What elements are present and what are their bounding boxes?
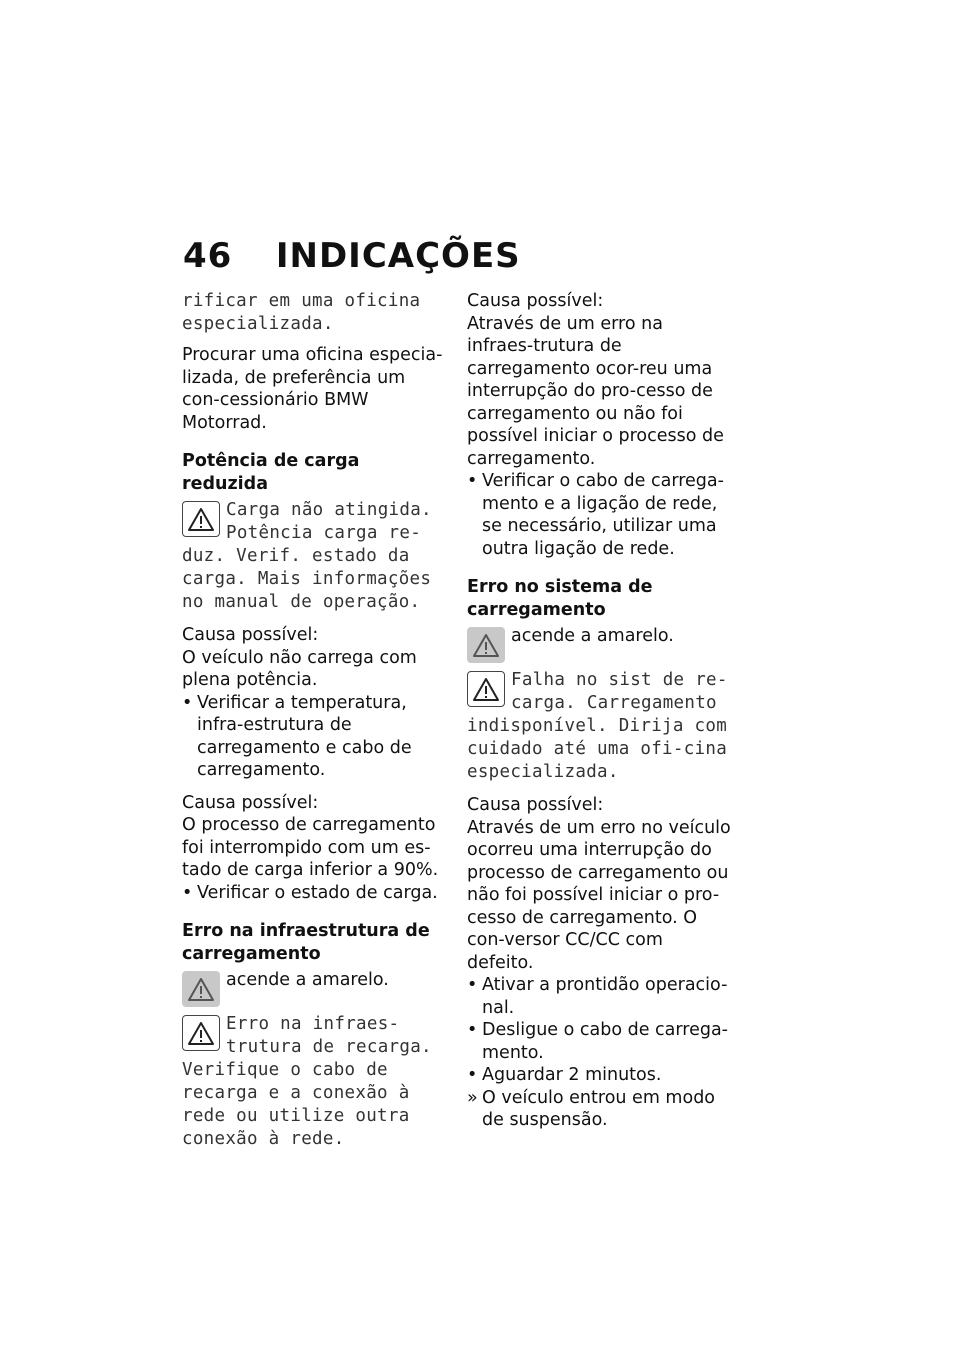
warning-block bbox=[182, 1013, 447, 1151]
section-heading-reduced-power: Potência de carga reduzida bbox=[182, 451, 360, 494]
list-item: • Verificar a temperatura, infra-estrutura de carregamento e cabo de carregamento. bbox=[182, 692, 412, 780]
page-number: 46 bbox=[183, 236, 233, 276]
right-column bbox=[467, 290, 738, 1132]
action-list bbox=[182, 882, 447, 905]
warning-lamp-icon bbox=[467, 627, 505, 663]
cause-label: Causa possível: bbox=[467, 291, 604, 311]
cause-text: O veículo não carrega com plena potência. bbox=[182, 647, 417, 690]
cause-text: Através de um erro no veículo ocorreu uma interrupção do processo de carregamento ou não foi possível iniciar o pro-cesso de carregamento. O con-versor CC/CC com defeito. bbox=[467, 817, 731, 973]
page-header bbox=[183, 236, 521, 276]
cause-label: Causa possível: bbox=[467, 795, 604, 815]
warning-block bbox=[467, 669, 738, 784]
action-list bbox=[467, 470, 732, 560]
warning-triangle-icon bbox=[182, 1015, 220, 1051]
paragraph: Procurar uma oficina especia-lizada, de preferência um con-cessionário BMW Motorrad. bbox=[182, 345, 443, 433]
lamp-status: acende a amarelo. bbox=[226, 970, 389, 990]
list-item: • Aguardar 2 minutos. bbox=[467, 1065, 662, 1085]
left-column bbox=[182, 290, 447, 1151]
action-list bbox=[467, 974, 732, 1132]
cause-label: Causa possível: bbox=[182, 625, 319, 645]
list-item: » O veículo entrou em modo de suspensão. bbox=[467, 1087, 716, 1130]
warning-triangle-icon bbox=[182, 501, 220, 537]
warning-message-continued: rificar em uma oficina especializada. bbox=[182, 291, 432, 334]
lamp-block bbox=[467, 625, 732, 665]
list-item: • Ativar a prontidão operacio-nal. bbox=[467, 975, 728, 1018]
warning-lamp-icon bbox=[182, 971, 220, 1007]
cause-label: Causa possível: bbox=[182, 792, 319, 813]
action-list bbox=[182, 692, 447, 782]
warning-triangle-icon bbox=[467, 671, 505, 707]
page-title: INDICAÇÕES bbox=[275, 236, 521, 276]
lamp-status: acende a amarelo. bbox=[511, 626, 674, 646]
warning-block bbox=[182, 499, 447, 614]
cause-text: O processo de carregamento foi interrompido com um es-tado de carga inferior a 90%. bbox=[182, 815, 439, 880]
lamp-block bbox=[182, 969, 447, 1009]
warning-message: Erro na infraes-trutura de recarga. Verifique o cabo de recarga e a conexão à rede ou utilize outra conexão à rede. bbox=[182, 1014, 443, 1149]
list-item: • Desligue o cabo de carrega-mento. bbox=[467, 1020, 728, 1063]
cause-text: Através de um erro na infraes-trutura de carregamento ocor-reu uma interrupção do pro-cesso de carregamento ou não foi possível iniciar o processo de carregamento. bbox=[467, 313, 724, 469]
warning-message: Carga não atingida. Potência carga re-duz. Verif. estado da carga. Mais informações no manual de operação. bbox=[182, 500, 443, 612]
warning-message: Falha no sist de re-carga. Carregamento indisponível. Dirija com cuidado até uma ofi-cina especializada. bbox=[467, 670, 738, 782]
section-heading-system-error: Erro no sistema de carregamento bbox=[467, 577, 653, 620]
section-heading-infra-error: Erro na infraestrutura de carregamento bbox=[182, 921, 430, 964]
list-item: • Verificar o estado de carga. bbox=[182, 882, 438, 903]
list-item: • Verificar o cabo de carrega-mento e a ligação de rede, se necessário, utilizar uma outra ligação de rede. bbox=[467, 471, 724, 559]
